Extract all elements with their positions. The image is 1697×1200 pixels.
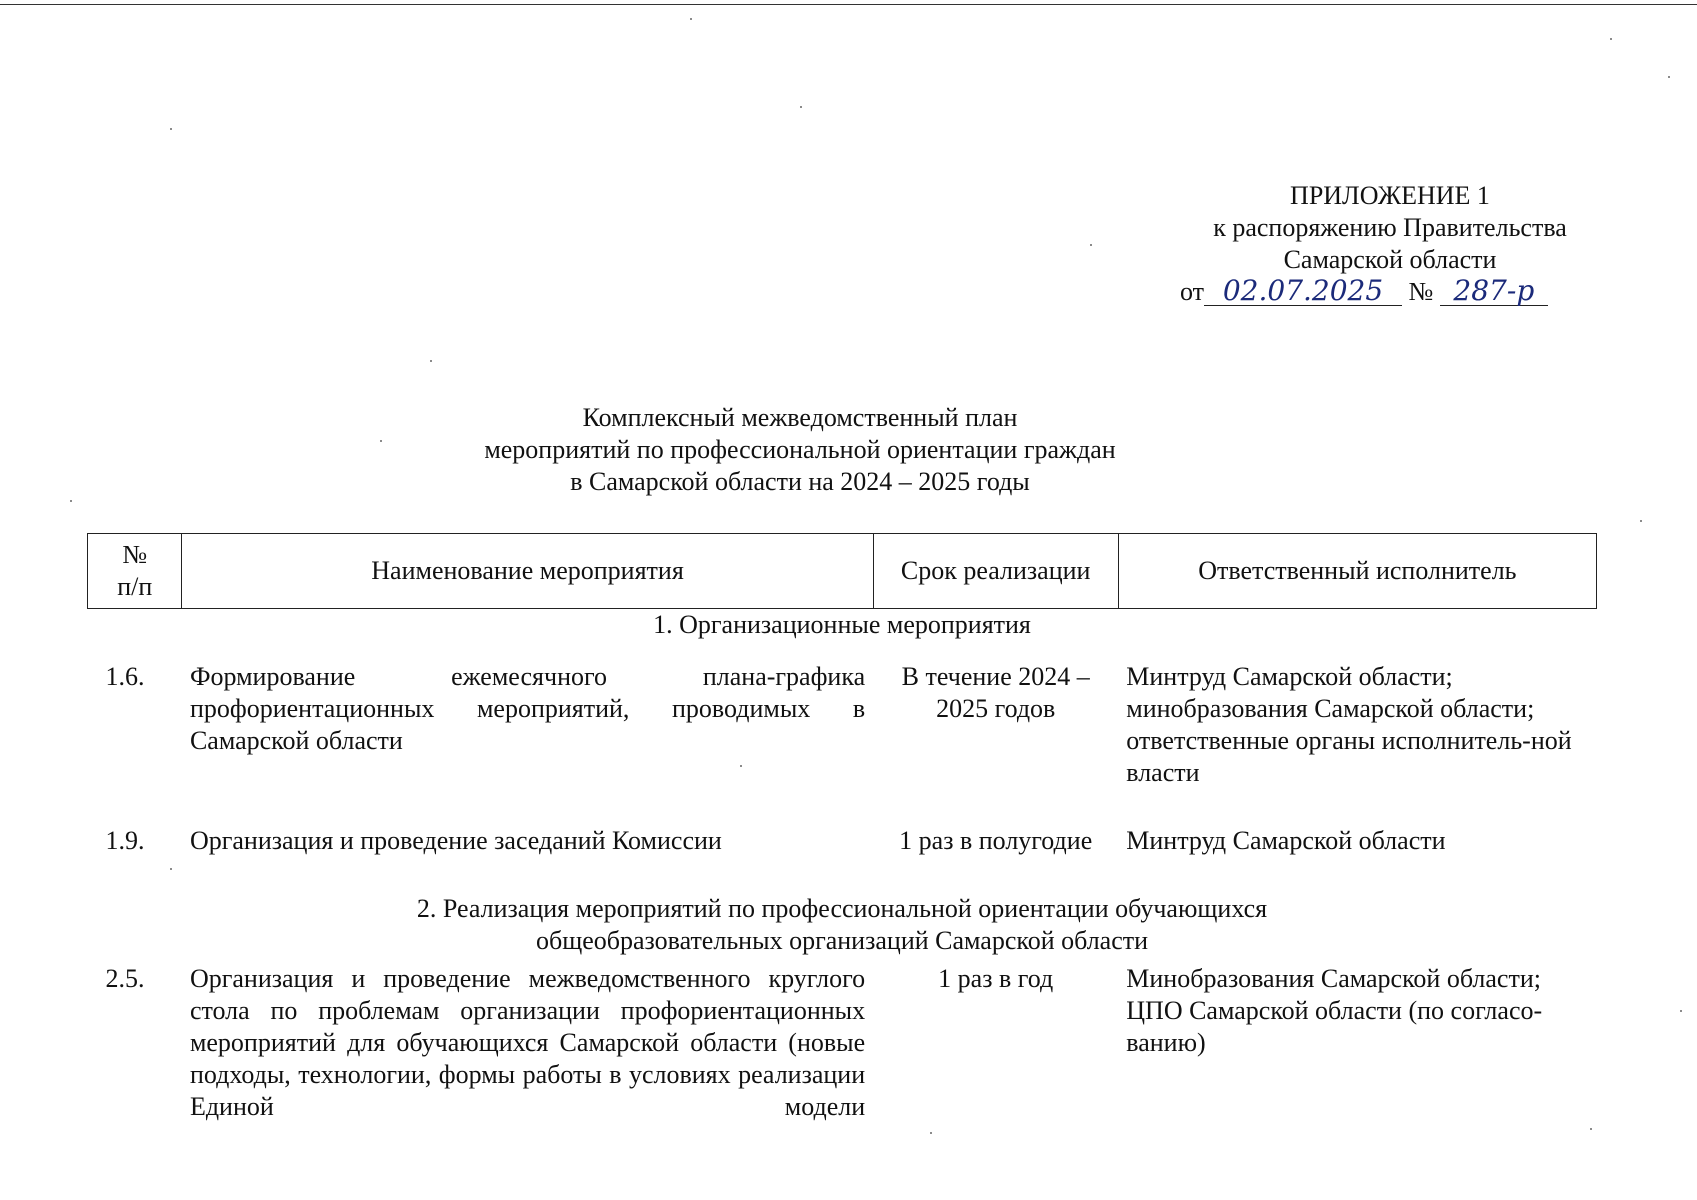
- table-row: [88, 661, 1597, 789]
- from-label: от: [1180, 277, 1205, 306]
- row-term: В течение 2024 – 2025 годов: [901, 662, 1090, 723]
- handwritten-number: 287-р: [1440, 277, 1548, 306]
- title-line-1: Комплексный межведомственный план: [582, 403, 1018, 432]
- row-responsible: Минобразования Самарской области; ЦПО Самарской области (по согласо-ванию): [1126, 964, 1543, 1057]
- number-label: №: [1408, 277, 1434, 306]
- handwritten-date: 02.07.2025: [1204, 277, 1402, 306]
- row-term: 1 раз в год: [938, 964, 1054, 993]
- section-heading-row: [88, 609, 1597, 642]
- scan-speck: [430, 360, 432, 362]
- table-row: [88, 963, 1597, 1123]
- scan-speck: [690, 18, 692, 20]
- section-heading-row: [88, 893, 1597, 957]
- appendix-date-number-line: [1180, 276, 1600, 308]
- row-name: Формирование ежемесячного плана-графика профориентационных мероприятий, проводимых в Самарской области: [189, 662, 866, 755]
- section-2-title-line-1: 2. Реализация мероприятий по профессиональной ориентации обучающихся: [416, 894, 1268, 923]
- document-title: [300, 402, 1300, 498]
- header-term: Срок реализации: [873, 534, 1118, 609]
- row-responsible: Минтруд Самарской области; минобразования Самарской области; ответственные органы исполнитель-ной власти: [1126, 662, 1572, 787]
- table-row: [88, 825, 1597, 857]
- row-spacer: [88, 789, 1597, 825]
- appendix-title: ПРИЛОЖЕНИЕ 1: [1290, 181, 1490, 210]
- appendix-line-2: к распоряжению Правительства: [1213, 213, 1567, 242]
- row-name: Организация и проведение межведомственного круглого стола по проблемам организации профориентационных мероприятий для обучающихся Самарской области (новые подходы, технологии, формы работы в условиях реализации Единой модели: [189, 964, 866, 1121]
- scan-speck: [1610, 38, 1612, 40]
- header-num: [88, 534, 182, 609]
- appendix-line-3: Самарской области: [1283, 245, 1497, 274]
- row-number: 1.9.: [105, 826, 145, 855]
- header-name: Наименование мероприятия: [182, 534, 873, 609]
- header-responsible: Ответственный исполнитель: [1118, 534, 1596, 609]
- scan-speck: [70, 500, 72, 502]
- section-1-title: 1. Организационные мероприятия: [653, 610, 1031, 639]
- scan-speck: [800, 106, 802, 108]
- scan-speck: [1090, 244, 1092, 246]
- scan-speck: [1590, 1128, 1592, 1130]
- scan-speck: [1668, 76, 1670, 78]
- section-2-title-line-2: общеобразовательных организаций Самарской области: [535, 926, 1149, 955]
- scan-speck: [170, 128, 172, 130]
- row-number: 2.5.: [105, 964, 145, 993]
- row-spacer: [88, 857, 1597, 893]
- table-header-row: [88, 534, 1597, 609]
- section-2-title: [88, 893, 1597, 957]
- title-line-2: мероприятий по профессиональной ориентации граждан: [484, 435, 1116, 464]
- row-name: Организация и проведение заседаний Комиссии: [189, 826, 722, 855]
- row-number: 1.6.: [105, 662, 145, 691]
- scan-speck: [1640, 520, 1642, 522]
- plan-table: [87, 533, 1597, 1123]
- header-num-line-1: №: [122, 540, 148, 569]
- title-line-3: в Самарской области на 2024 – 2025 годы: [570, 467, 1030, 496]
- header-num-line-2: п/п: [117, 572, 153, 601]
- row-responsible: Минтруд Самарской области: [1126, 826, 1446, 855]
- scan-speck: [930, 1132, 932, 1134]
- row-spacer: [88, 641, 1597, 661]
- top-border-line: [0, 4, 1697, 5]
- row-term: 1 раз в полугодие: [899, 826, 1093, 855]
- appendix-header: [1180, 180, 1600, 308]
- scan-speck: [1680, 1010, 1682, 1012]
